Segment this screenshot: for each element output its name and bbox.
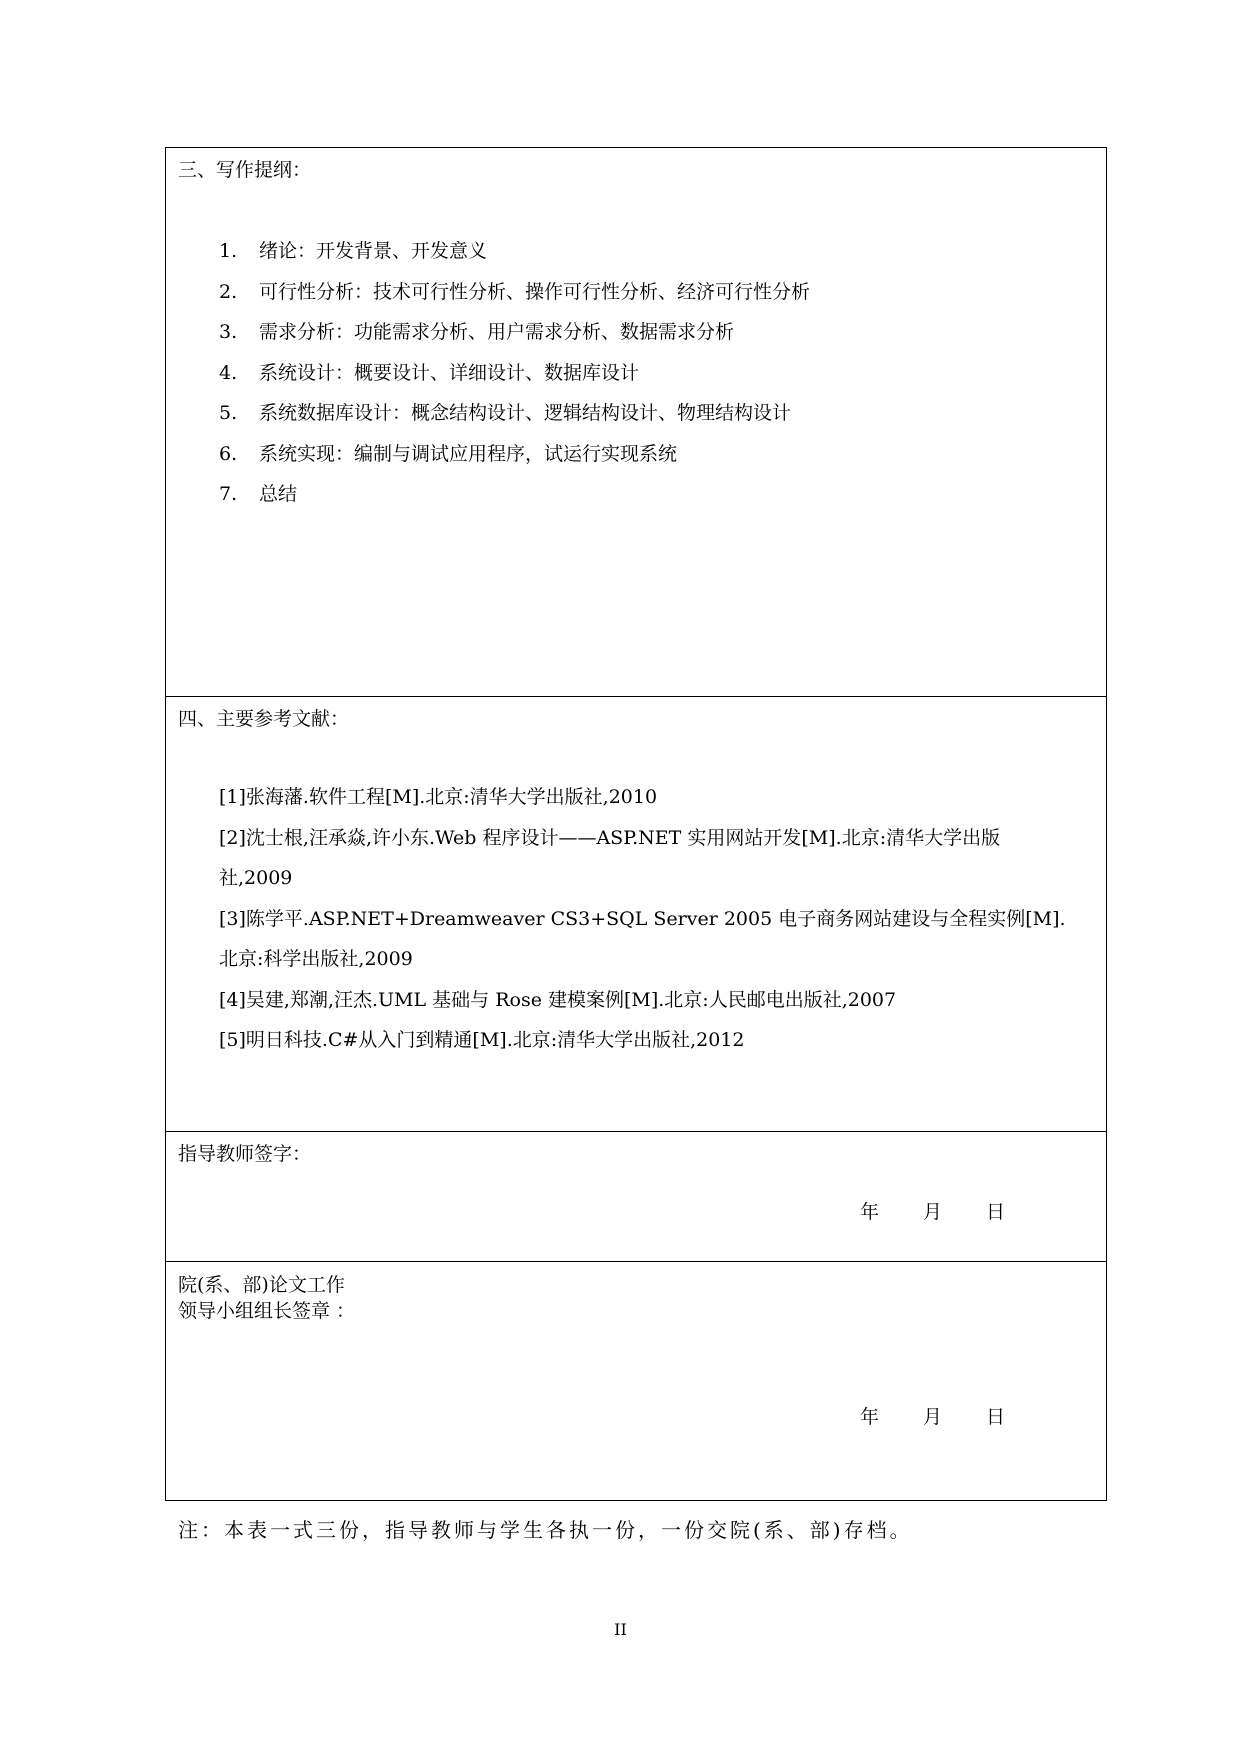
list-item: 3. 需求分析：功能需求分析、用户需求分析、数据需求分析 (219, 321, 735, 343)
outline-list (219, 231, 810, 515)
reference-item: [2]沈士根,汪承焱,许小东.Web 程序设计——ASP.NET 实用网站开发[M].北京:清华大学出版社,2009 (219, 826, 1001, 889)
month-label: 月 (923, 1201, 943, 1223)
dept-date-line (860, 1402, 1005, 1429)
dept-label-line2: 领导小组组长签章 ： (178, 1300, 356, 1322)
reference-item: [3]陈学平.ASP.NET+Dreamweaver CS3+SQL Server 2005 电子商务网站建设与全程实例[M].北京:科学出版社,2009 (219, 907, 1066, 970)
page-number: II (614, 1620, 627, 1639)
list-item: 1. 绪论：开发背景、开发意义 (219, 240, 488, 262)
reference-item: [5]明日科技.C#从入门到精通[M].北京:清华大学出版社,2012 (219, 1029, 745, 1051)
dept-label-line1: 院(系、部)论文工作 (178, 1274, 345, 1296)
section-writing-outline (166, 148, 1106, 696)
day-label: 日 (986, 1201, 1006, 1223)
section-references (166, 696, 1106, 1131)
advisor-signature-label: 指导教师签字： (178, 1143, 312, 1165)
year-label: 年 (860, 1406, 880, 1428)
day-label: 日 (986, 1406, 1006, 1428)
list-item: 5. 系统数据库设计：概念结构设计、逻辑结构设计、物理结构设计 (219, 402, 792, 424)
month-label: 月 (923, 1406, 943, 1428)
footnote: 注：本表一式三份，指导教师与学生各执一份，一份交院(系、部)存档。 (178, 1518, 913, 1542)
year-label: 年 (860, 1201, 880, 1223)
section-dept-signature (166, 1261, 1106, 1502)
outline-heading: 三、写作提纲： (178, 159, 312, 181)
reference-item: [1]张海藩.软件工程[M].北京:清华大学出版社,2010 (219, 786, 658, 808)
list-item: 4. 系统设计：概要设计、详细设计、数据库设计 (219, 361, 640, 384)
list-item: 2. 可行性分析：技术可行性分析、操作可行性分析、经济可行性分析 (219, 280, 811, 303)
section-advisor-signature (166, 1131, 1106, 1261)
reference-item: [4]吴建,郑潮,汪杰.UML 基础与 Rose 建模案例[M].北京:人民邮电出版社,2007 (219, 988, 897, 1011)
form-table (165, 147, 1107, 1501)
list-item: 6. 系统实现：编制与调试应用程序，试运行实现系统 (219, 442, 678, 465)
reference-list (219, 777, 1069, 1061)
advisor-date-line (860, 1197, 1005, 1224)
list-item: 7. 总结 (219, 483, 298, 505)
references-heading: 四、主要参考文献： (178, 708, 350, 730)
